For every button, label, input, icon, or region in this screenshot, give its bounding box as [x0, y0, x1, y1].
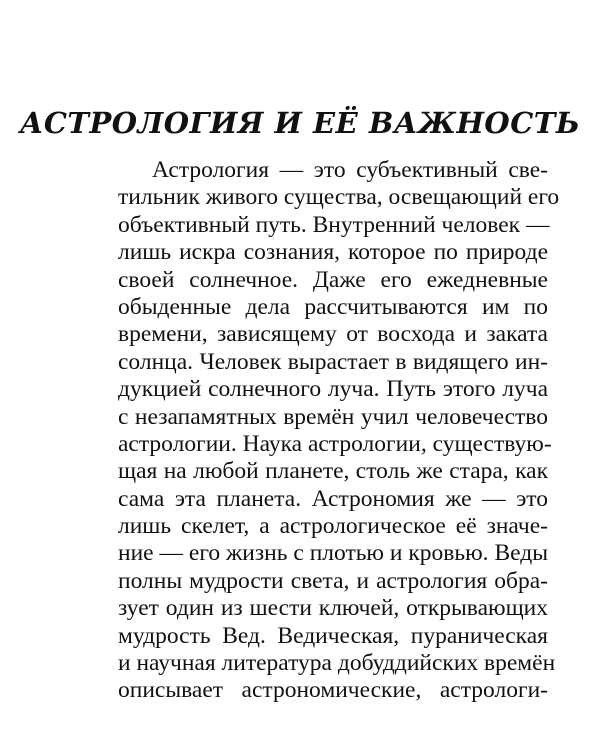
text-line: тильник живого существа, освещающий его — [118, 184, 560, 211]
text-line: лишь скелет, а астрологическое её значе- — [118, 513, 548, 540]
text-line: зует один из шести ключей, открывающих — [118, 595, 548, 622]
text-line: обыденные дела рассчитываются им по — [118, 293, 548, 320]
chapter-title: АСТРОЛОГИЯ И ЕЁ ВАЖНОСТЬ — [19, 106, 581, 140]
text-line: Астрология — это субъективный све- — [152, 157, 548, 183]
text-line: полны мудрости света, и астрология обра- — [118, 567, 548, 594]
text-line: дукцией солнечного луча. Путь этого луча — [118, 376, 548, 403]
body-paragraph — [118, 157, 560, 705]
text-line: щая на любой планете, столь же стара, как — [118, 458, 548, 485]
text-line: своей солнечное. Даже его ежедневные — [118, 266, 548, 293]
text-line: и научная литература добуддийских времён — [118, 650, 556, 677]
text-line: с незапамятных времён учил человечество — [118, 403, 548, 430]
text-line: сама эта планета. Астрономия же — это — [118, 485, 548, 512]
text-line: ние — его жизнь с плотью и кровью. Веды — [118, 540, 548, 567]
text-line: времени, зависящему от восхода и заката — [118, 321, 548, 348]
text-line: лишь искра сознания, которое по природе — [118, 239, 548, 266]
text-line: описывает астрономические, астрологи- — [118, 677, 548, 704]
text-line: мудрость Вед. Ведическая, пураническая — [118, 622, 548, 649]
text-line: солнца. Человек вырастает в видящего ин- — [118, 348, 548, 375]
text-line: объективный путь. Внутренний человек — — [118, 211, 550, 238]
text-line: астрологии. Наука астрологии, существую- — [118, 430, 552, 457]
